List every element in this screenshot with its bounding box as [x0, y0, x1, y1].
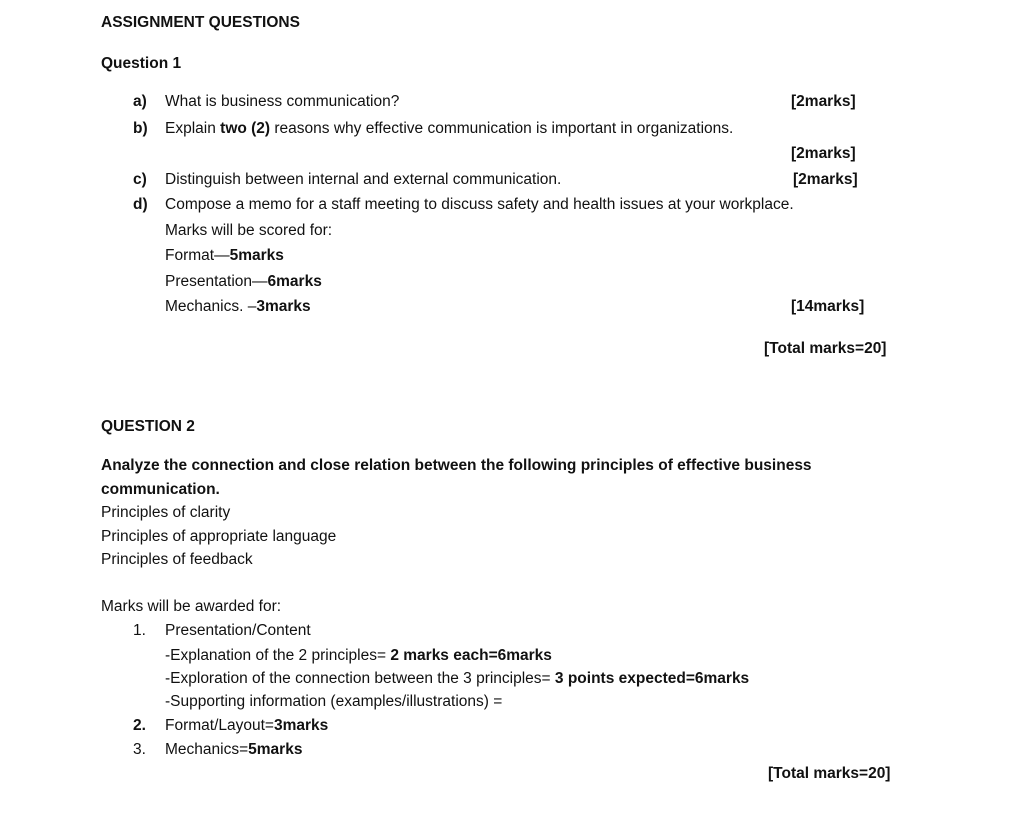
format-label: Format—: [165, 247, 230, 264]
question-1d-format: [165, 246, 284, 266]
question-1-heading: Question 1: [101, 55, 182, 72]
criteria-item-2-marks: 3marks: [273, 717, 329, 734]
question-1c: [133, 170, 561, 190]
question-1d-text: Compose a memo for a staff meeting to discuss safety and health issues at your workplace.: [165, 196, 794, 213]
criteria-item-3-text: Mechanics=: [165, 741, 249, 758]
criteria-sub-2-text: -Exploration of the connection between the 3 principles=: [165, 670, 555, 687]
principle-item: Principles of clarity: [101, 504, 231, 521]
question-1c-marks: [2marks]: [793, 171, 858, 188]
principle-item: Principles of appropriate language: [101, 528, 337, 545]
criteria-item-3-marks: 5marks: [248, 741, 303, 758]
criteria-item-3: [133, 740, 302, 760]
question-1b-text-pre: Explain: [165, 120, 221, 137]
principle-item: Principles of feedback: [101, 551, 253, 568]
question-1b-marks: [2marks]: [791, 145, 856, 162]
question-2-intro-line1: Analyze the connection and close relation between the following principles of effective business: [101, 457, 812, 474]
criteria-sub-1: [165, 646, 552, 666]
question-1c-text: Distinguish between internal and external communication.: [165, 171, 562, 188]
question-1a-label: a): [133, 93, 147, 110]
question-1-total: [Total marks=20]: [764, 340, 887, 357]
question-1d: [133, 195, 794, 215]
criteria-item-1-number: 1.: [133, 622, 146, 639]
criteria-sub-2-marks: 3 points expected=6marks: [554, 670, 750, 687]
question-2-total: [Total marks=20]: [768, 765, 891, 782]
presentation-label: Presentation—: [165, 273, 268, 290]
criteria-item-2-number: 2.: [133, 717, 146, 734]
mechanics-marks: 3marks: [256, 298, 311, 315]
criteria-sub-2: [165, 669, 749, 689]
question-1d-scored-for: Marks will be scored for:: [165, 222, 333, 239]
question-2-heading: QUESTION 2: [101, 418, 195, 435]
criteria-sub-3: [165, 692, 502, 712]
criteria-sub-3-text: -Supporting information (examples/illustrations) =: [165, 693, 503, 710]
criteria-item-3-number: 3.: [133, 741, 146, 758]
criteria-sub-1-marks: 2 marks each=6marks: [390, 647, 552, 664]
question-1a-marks: [2marks]: [791, 93, 856, 110]
question-1d-label: d): [133, 196, 148, 213]
question-1d-marks: [14marks]: [791, 298, 865, 315]
question-1d-mechanics: [165, 297, 311, 317]
marks-awarded-for: Marks will be awarded for:: [101, 598, 282, 615]
question-1b: [133, 119, 733, 139]
question-1a-text: What is business communication?: [165, 93, 400, 110]
question-1b-label: b): [133, 120, 148, 137]
format-marks: 5marks: [229, 247, 284, 264]
criteria-item-1-text: Presentation/Content: [165, 622, 311, 639]
question-1b-text-bold: two (2): [220, 120, 271, 137]
criteria-item-2: [133, 716, 328, 736]
presentation-marks: 6marks: [267, 273, 322, 290]
criteria-item-2-text: Format/Layout=: [165, 717, 274, 734]
question-2-intro-line2: communication.: [101, 481, 220, 498]
question-1c-label: c): [133, 171, 147, 188]
question-1d-presentation: [165, 272, 322, 292]
document-title: ASSIGNMENT QUESTIONS: [101, 14, 300, 31]
criteria-sub-1-text: -Explanation of the 2 principles=: [165, 647, 391, 664]
criteria-item-1: [133, 621, 311, 641]
question-1a: [133, 92, 399, 112]
question-1b-text-post: reasons why effective communication is important in organizations.: [270, 120, 734, 137]
mechanics-label: Mechanics. –: [165, 298, 257, 315]
